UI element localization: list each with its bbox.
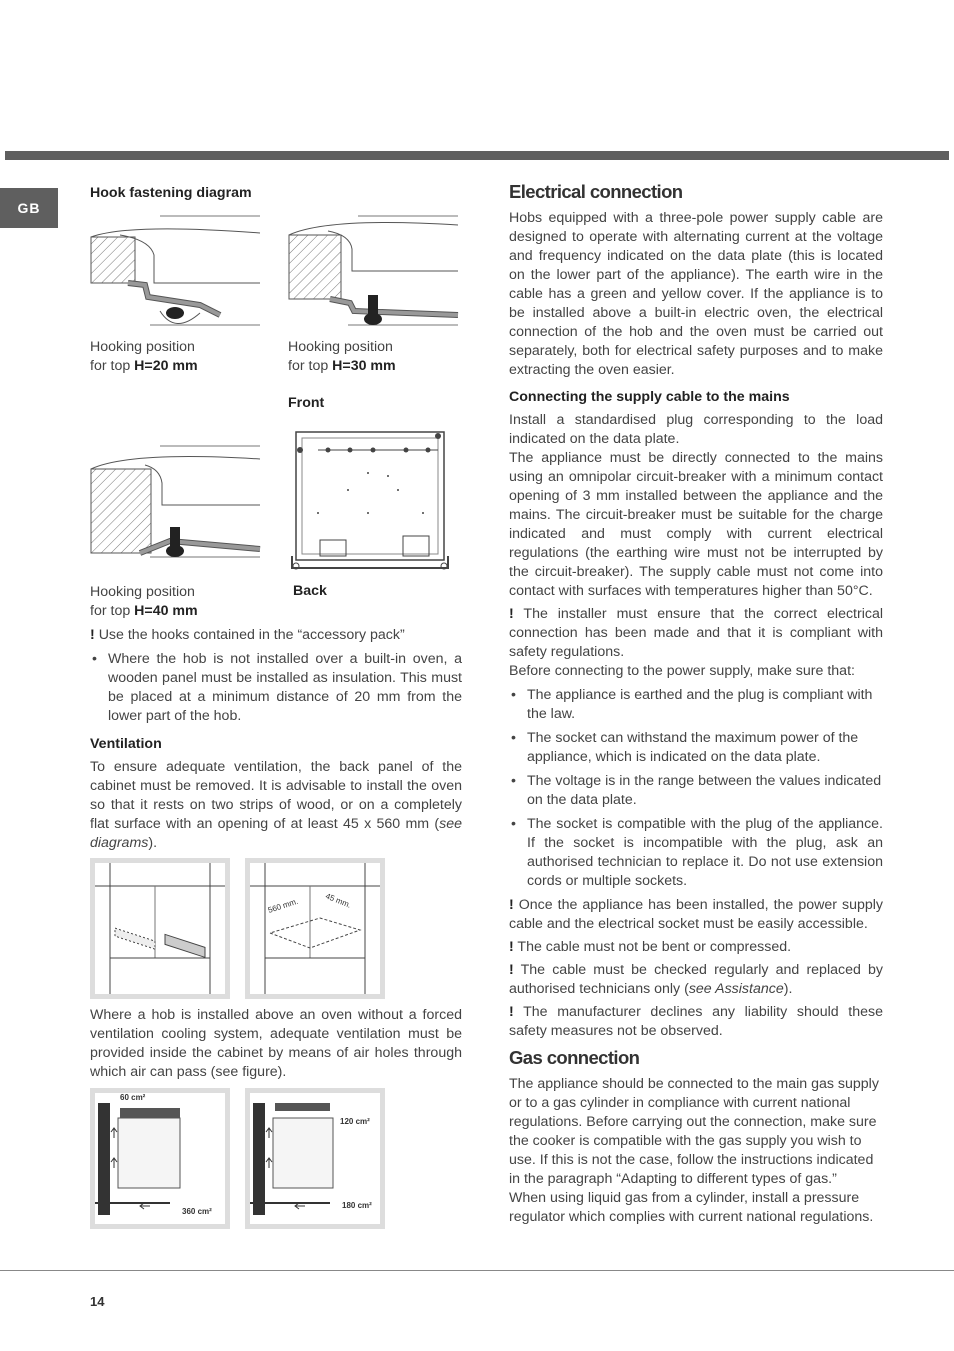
airflow-diagram-1: [90, 1088, 230, 1229]
ventilation-title: Ventilation: [90, 736, 162, 752]
ventilation-diagram-1: [90, 858, 230, 999]
note-installer: ! The installer must ensure that the correct electrical connection has been made and that it is compliant with safety regulations.: [509, 606, 884, 660]
header-bar: [5, 151, 949, 160]
note-bent: ! The cable must not be bent or compressed.: [509, 939, 792, 955]
dim-45-label: 45 mm.: [324, 891, 353, 910]
hob-underside-diagram: [288, 428, 460, 578]
list-item: • The socket can withstand the maximum power of the appliance, which is indicated on the data plate.: [509, 729, 883, 767]
air-180-label: 180 cm²: [342, 1201, 372, 1210]
list-item: • The appliance is earthed and the plug is compliant with the law.: [509, 686, 883, 724]
note-installed: ! Once the appliance has been installed, the power supply cable and the electrical socket must be easily accessible.: [509, 897, 883, 932]
hook-diagram-40mm: [90, 445, 262, 560]
air-120-label: 120 cm²: [340, 1117, 370, 1126]
supply-text-2: The appliance must be directly connected to the mains using an omnipolar circuit-breaker with a minimum contact opening of 3 mm installed between the appliance and the mains. The circuit-breaker must be suitable for the charge indicated and must comply with current electrical regulations (the earthing wire must not be interrupted by the circuit-breaker). The supply cable must not come into contact with surfaces with temperatures higher than 50°C.: [509, 450, 883, 599]
list-item: • The voltage is in the range between the values indicated on the data plate.: [509, 772, 883, 810]
list-item: • The socket is compatible with the plug of the appliance. If the socket is incompatible with the plug, ask an authorised technician to replace it. Do not use extension cords or multiple sockets.: [509, 815, 883, 891]
note-liability: ! The manufacturer declines any liability should these safety measures not be observed.: [509, 1004, 884, 1039]
hook-diagram-30mm: [288, 215, 460, 330]
page-number: 14: [90, 1294, 105, 1309]
electrical-title: Electrical connection: [509, 181, 683, 202]
back-label: Back: [293, 583, 327, 599]
note-checked: ! The cable must be checked regularly and replaced by authorised technicians only (see Assistance).: [509, 962, 883, 997]
gas-text-2: When using liquid gas from a cylinder, install a pressure regulator which complies with current national regulations.: [509, 1190, 874, 1225]
hook-diagram-20mm: [90, 215, 262, 330]
electrical-text: Hobs equipped with a three-pole power supply cable are designed to operate with alternating current at the voltage and frequency indicated on the data plate (this is located on the lower part of the appliance). The earth wire in the cable has a green and yellow cover. If the appliance is to be installed above a built-in electric oven, the electrical connection of the hob and the oven must be carried out separately, both for electrical safety purposes and to make extracting the oven easier.: [509, 210, 883, 378]
wood-panel-list: [90, 650, 462, 726]
air-60-label: 60 cm²: [120, 1093, 146, 1102]
footer-rule: [0, 1270, 954, 1271]
supply-text-1: Install a standardised plug corresponding to the load indicated on the data plate.: [509, 412, 883, 447]
front-label: Front: [288, 395, 325, 411]
airflow-diagram-2: [245, 1088, 385, 1229]
hook-caption-30: Hooking position for top H=30 mm: [288, 339, 396, 374]
ventilation-text: To ensure adequate ventilation, the back panel of the cabinet must be removed. It is advisable to install the oven so that it rests on two strips of wood, or on a completely flat surface with an opening of at least 45 x 560 mm (see diagrams).: [90, 759, 462, 851]
gas-text-1: The appliance should be connected to the main gas supply or to a gas cylinder in compliance with current national regulations. Before carrying out the connection, make sure the cooker is compatible with the gas supply you wish to use. If this is not the case, follow the instructions indicated in the paragraph “Adapting to different types of gas.”: [509, 1076, 879, 1187]
supply-title: Connecting the supply cable to the mains: [509, 389, 790, 405]
note-hooks: ! Use the hooks contained in the “accessory pack”: [90, 627, 405, 643]
left-notes: [90, 626, 462, 853]
ventilation-diagram-2: [245, 858, 385, 999]
hook-diagram-title: Hook fastening diagram: [90, 185, 252, 201]
right-column: [509, 181, 883, 1227]
list-item: • Where the hob is not installed over a built-in oven, a wooden panel must be installed as insulation. This must be placed at a minimum distance of 20 mm from the lower part of the hob.: [90, 650, 462, 726]
hook-caption-20: Hooking position for top H=20 mm: [90, 339, 198, 374]
language-tab: GB: [0, 188, 58, 228]
checks-list: [509, 686, 883, 891]
forced-ventilation-text: Where a hob is installed above an oven without a forced ventilation cooling system, adequate ventilation must be provided inside the cabinet by means of air holes through which air can pass (see figure).: [90, 1007, 462, 1080]
before-text: Before connecting to the power supply, make sure that:: [509, 663, 855, 679]
hook-caption-40: Hooking position for top H=40 mm: [90, 584, 198, 619]
dim-560-label: 560 mm.: [266, 896, 300, 915]
gas-title: Gas connection: [509, 1047, 640, 1068]
air-360-label: 360 cm²: [182, 1207, 212, 1216]
